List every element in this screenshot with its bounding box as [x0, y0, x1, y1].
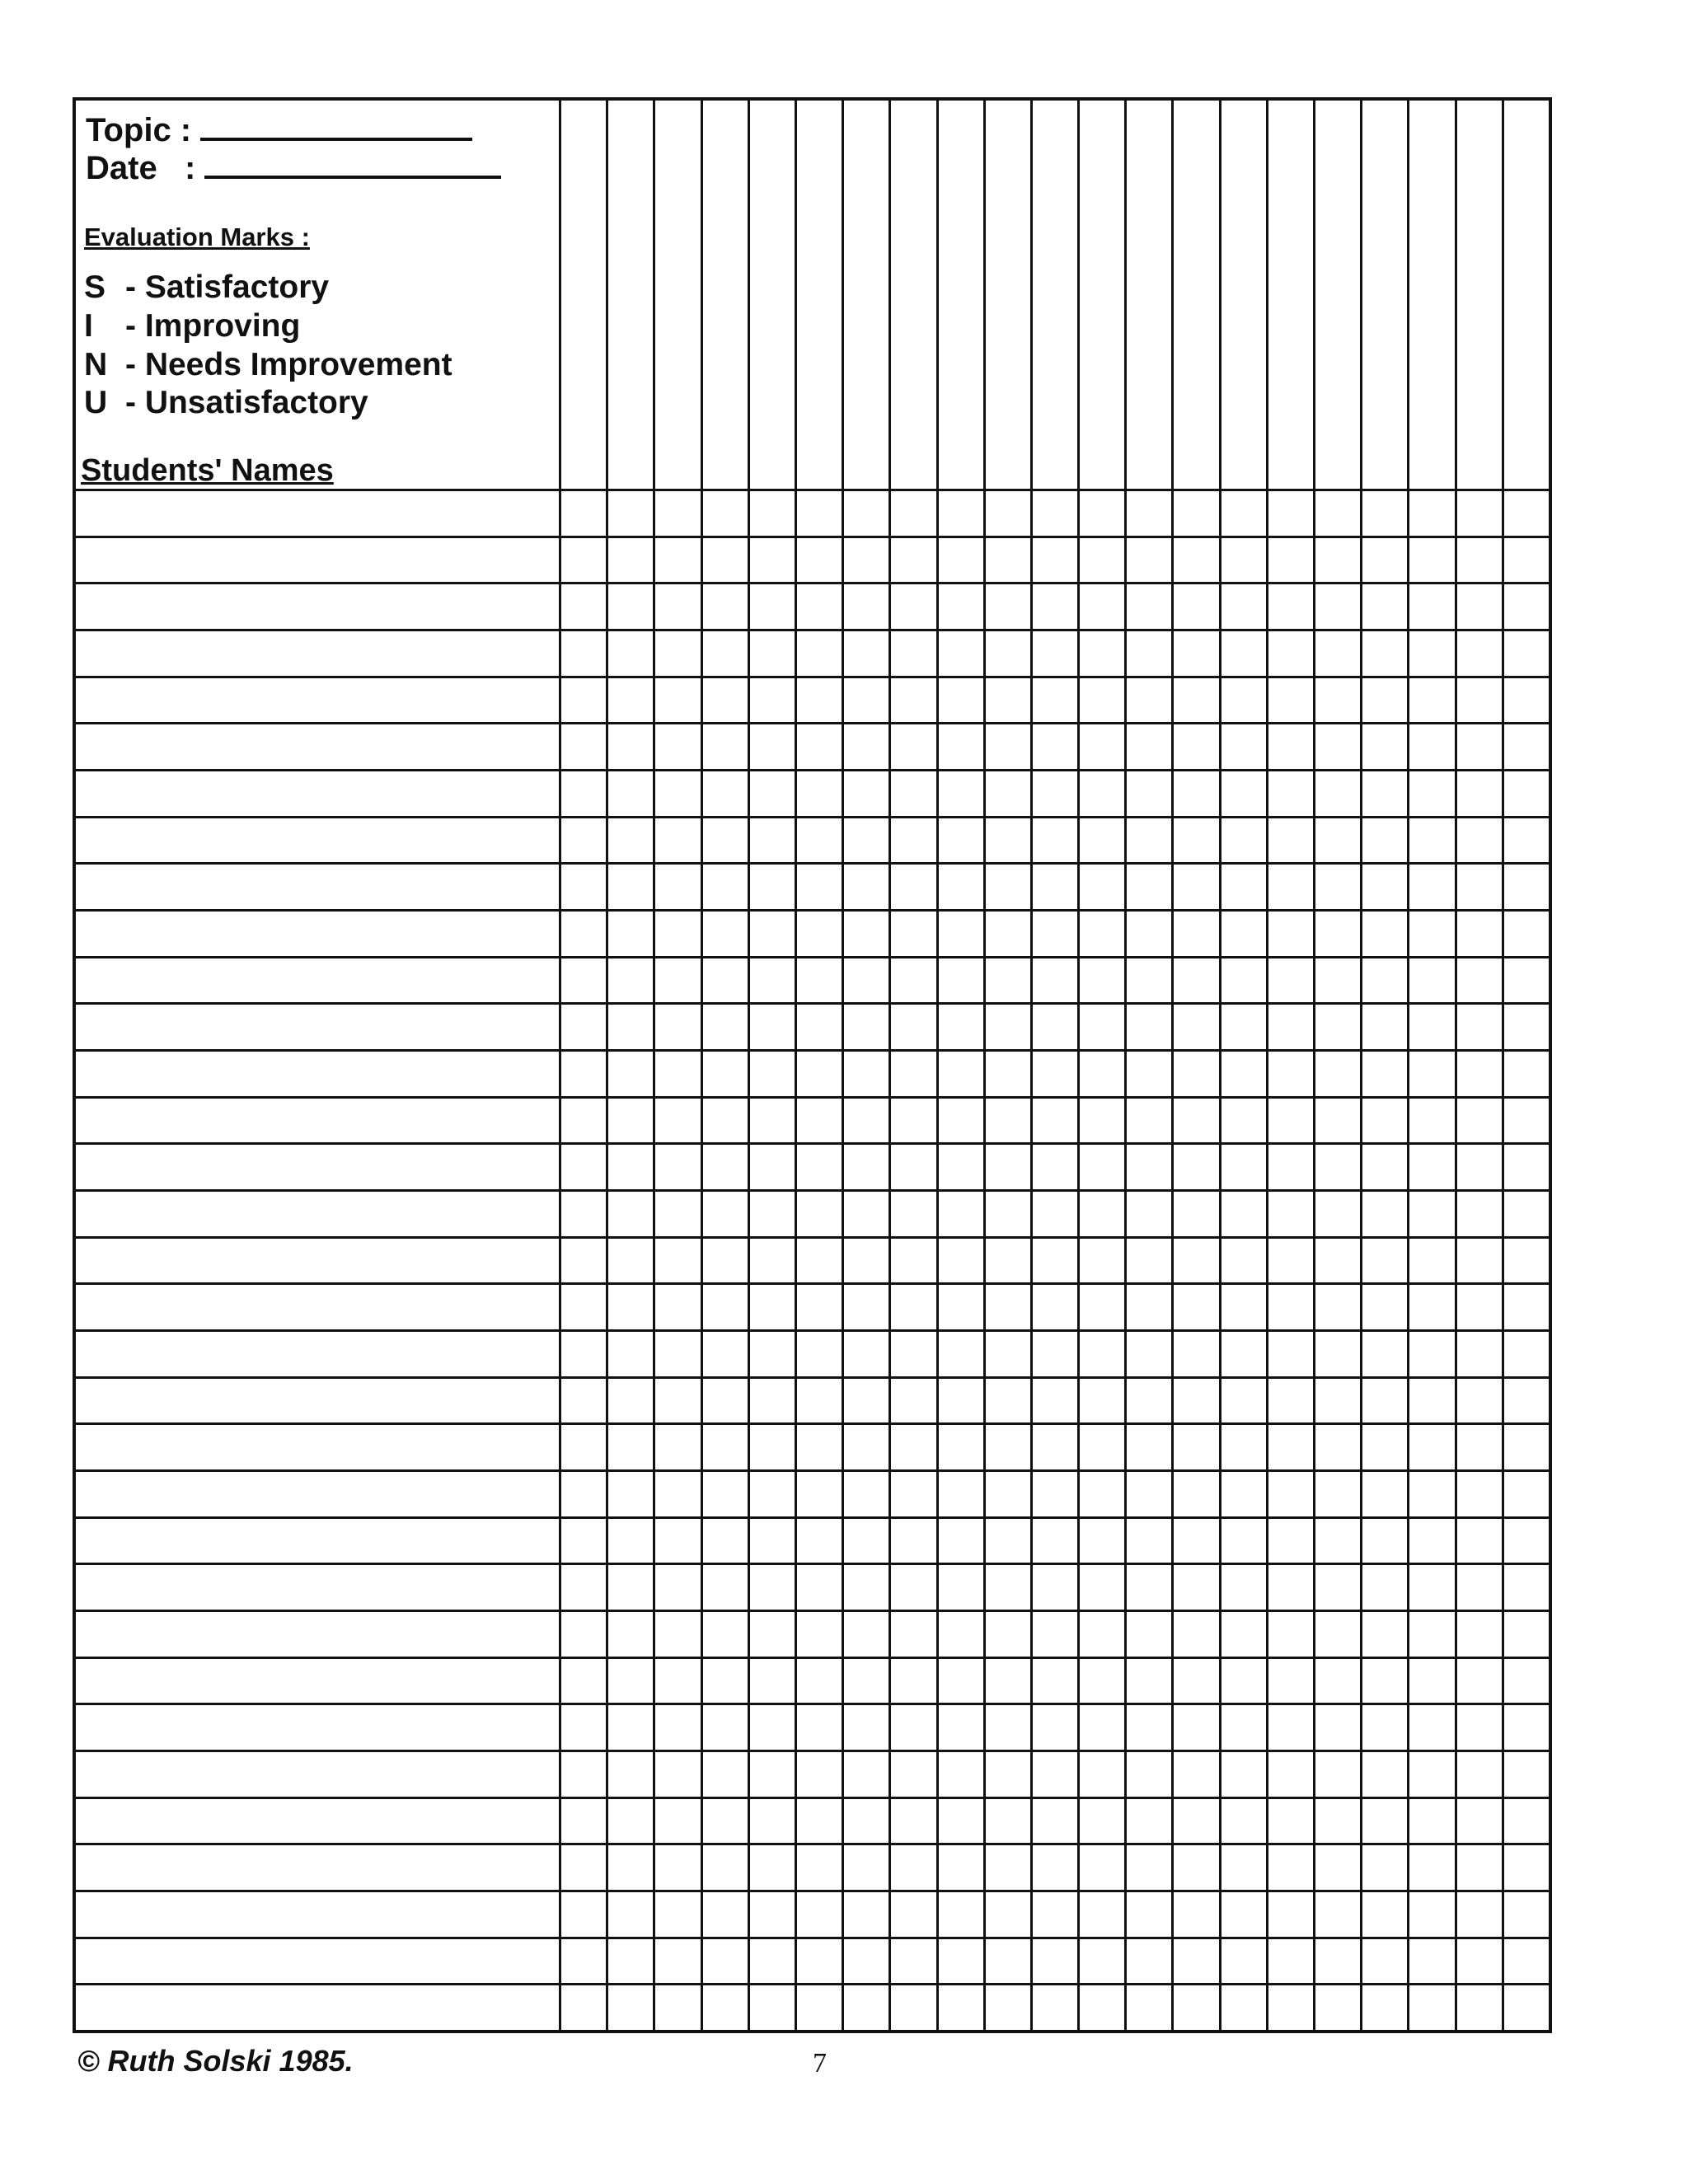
- column-divider: [701, 101, 703, 2030]
- student-name-cell[interactable]: [76, 678, 559, 723]
- student-name-cell[interactable]: [76, 1192, 559, 1236]
- column-divider: [983, 101, 986, 2030]
- student-name-cell[interactable]: [76, 1892, 559, 1937]
- evaluation-marks-heading: Evaluation Marks :: [84, 223, 310, 251]
- student-name-cell[interactable]: [76, 1052, 559, 1096]
- column-divider: [1124, 101, 1127, 2030]
- student-name-cell[interactable]: [76, 1379, 559, 1423]
- topic-field[interactable]: [86, 112, 472, 149]
- column-divider: [1502, 101, 1504, 2030]
- mark-meaning: - Unsatisfactory: [125, 385, 368, 420]
- student-name-cell[interactable]: [76, 1565, 559, 1610]
- mark-legend-i: [84, 308, 300, 344]
- topic-blank-line[interactable]: [200, 113, 472, 141]
- name-column-divider: [559, 101, 561, 2030]
- student-name-cell[interactable]: [76, 1332, 559, 1376]
- mark-meaning: - Satisfactory: [125, 269, 330, 305]
- column-divider: [1030, 101, 1033, 2030]
- student-name-cell[interactable]: [76, 1845, 559, 1890]
- column-divider: [936, 101, 939, 2030]
- mark-code: S: [84, 269, 106, 305]
- student-name-cell[interactable]: [76, 1099, 559, 1143]
- date-label: Date :: [86, 150, 196, 186]
- mark-legend-s: [84, 269, 329, 306]
- student-name-cell[interactable]: [76, 1145, 559, 1189]
- column-divider: [1077, 101, 1080, 2030]
- student-name-cell[interactable]: [76, 724, 559, 769]
- student-name-cell[interactable]: [76, 491, 559, 536]
- column-divider: [1313, 101, 1315, 2030]
- evaluation-grid: [73, 97, 1552, 2033]
- column-divider: [1266, 101, 1268, 2030]
- student-name-cell[interactable]: [76, 1799, 559, 1844]
- students-names-heading: Students' Names: [81, 453, 334, 488]
- column-divider: [653, 101, 655, 2030]
- column-divider: [1171, 101, 1174, 2030]
- student-name-cell[interactable]: [76, 1472, 559, 1516]
- mark-code: I: [84, 308, 93, 344]
- copyright: © Ruth Solski 1985.: [77, 2044, 354, 2078]
- mark-meaning: - Improving: [125, 308, 301, 344]
- student-name-cell[interactable]: [76, 958, 559, 1003]
- mark-legend-n: [84, 347, 452, 383]
- student-name-cell[interactable]: [76, 912, 559, 956]
- student-name-cell[interactable]: [76, 1005, 559, 1049]
- student-name-cell[interactable]: [76, 865, 559, 909]
- student-name-cell[interactable]: [76, 1752, 559, 1797]
- student-name-cell[interactable]: [76, 1939, 559, 1984]
- column-divider: [889, 101, 891, 2030]
- column-divider: [795, 101, 797, 2030]
- student-name-cell[interactable]: [76, 1612, 559, 1657]
- column-divider: [1360, 101, 1362, 2030]
- student-name-cell[interactable]: [76, 771, 559, 816]
- student-name-cell[interactable]: [76, 584, 559, 629]
- student-name-cell[interactable]: [76, 1519, 559, 1563]
- column-divider: [1219, 101, 1221, 2030]
- student-name-cell[interactable]: [76, 818, 559, 863]
- student-name-cell[interactable]: [76, 1239, 559, 1283]
- date-blank-line[interactable]: [204, 151, 501, 179]
- page-number: 7: [813, 2048, 827, 2079]
- mark-code: U: [84, 385, 108, 420]
- column-divider: [1407, 101, 1409, 2030]
- student-name-cell[interactable]: [76, 1285, 559, 1329]
- student-name-cell[interactable]: [76, 1985, 559, 2030]
- student-name-cell[interactable]: [76, 1705, 559, 1750]
- student-name-cell[interactable]: [76, 538, 559, 583]
- column-divider: [842, 101, 844, 2030]
- student-name-cell[interactable]: [76, 1659, 559, 1704]
- column-divider: [606, 101, 608, 2030]
- mark-code: N: [84, 347, 108, 382]
- topic-label: Topic :: [86, 112, 192, 148]
- student-name-cell[interactable]: [76, 1425, 559, 1469]
- mark-meaning: - Needs Improvement: [125, 347, 452, 382]
- column-divider: [1455, 101, 1457, 2030]
- date-field[interactable]: [86, 150, 501, 187]
- student-name-cell[interactable]: [76, 631, 559, 676]
- mark-legend-u: [84, 385, 368, 421]
- column-divider: [748, 101, 750, 2030]
